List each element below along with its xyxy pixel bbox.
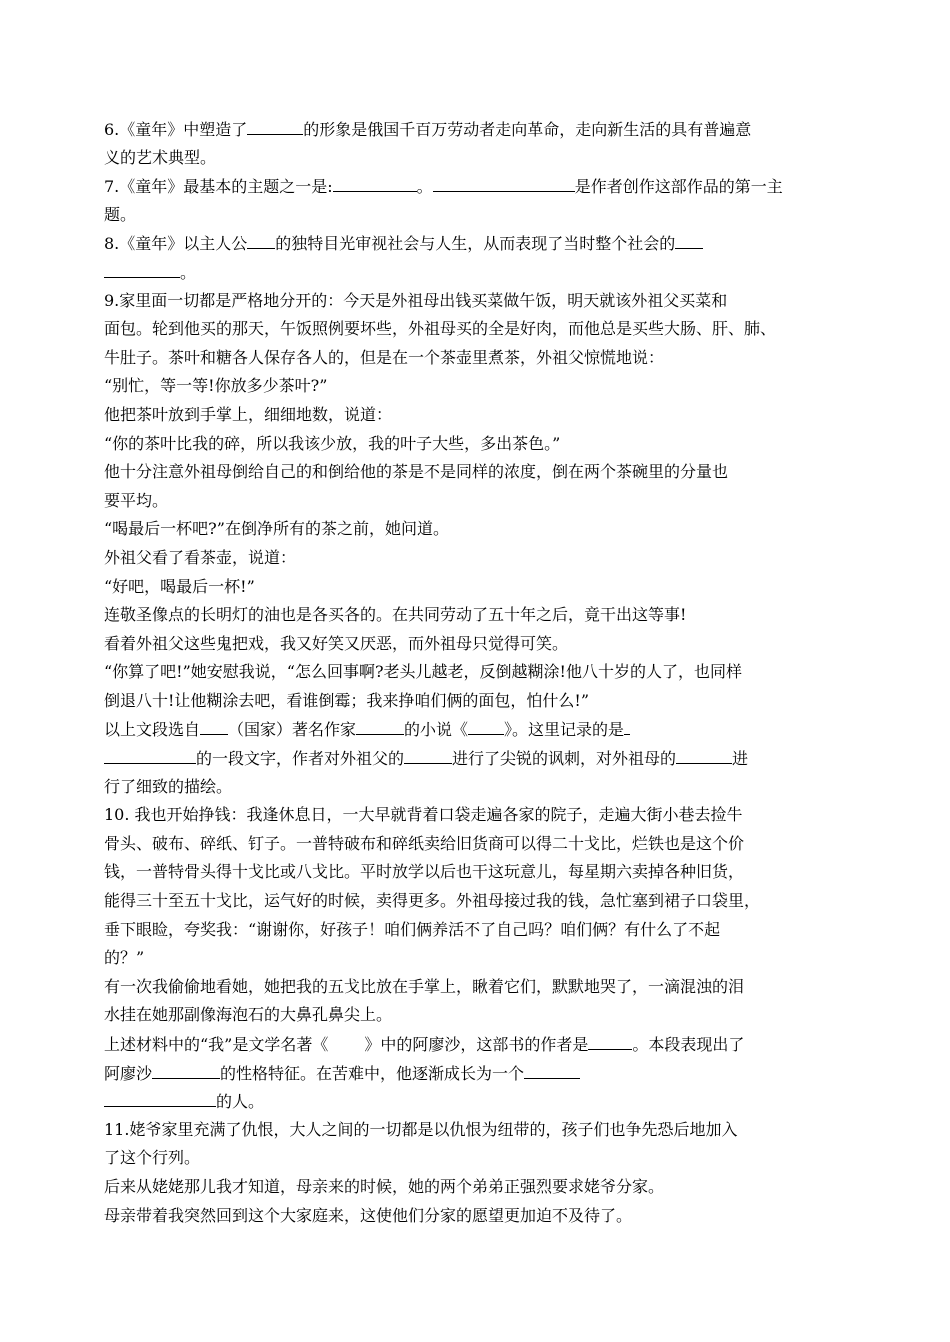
answer-blank[interactable] [356,715,404,735]
question-line [104,1030,852,1059]
answer-blank[interactable] [104,258,180,278]
passage-line: “好吧，喝最后一杯!” [104,576,255,596]
text: 的人。 [216,1092,265,1112]
answer-blank[interactable] [333,172,417,192]
question-line: 行了细致的描绘。 [104,776,233,796]
question-line [104,715,852,744]
text: 。本段表现出了 [632,1035,745,1054]
question-line [104,1087,852,1116]
text: 》。这里记录的是 [504,720,625,740]
passage-line: “你算了吧!”她安慰我说，“怎么回事啊?老头儿越老，反倒越糊涂!他八十岁的人了，也同样 [104,662,742,682]
text-line: 义的艺术典型。 [104,147,217,167]
answer-blank[interactable] [104,744,196,764]
passage-line: 水挂在她那副像海泡石的大鼻孔鼻尖上。 [104,1005,393,1025]
text: 》中的阿廖沙，这部书的作者是 [364,1035,589,1054]
answer-blank[interactable] [200,715,228,735]
text: 的独特目光审视社会与人生，从而表现了当时整个社会的 [275,234,676,254]
text: 以上文段选自 [104,720,201,740]
answer-blank[interactable] [676,744,732,764]
passage-line: 要平均。 [104,490,169,510]
passage-line: “喝最后一杯吧?”在倒净所有的茶之前，她问道。 [104,519,449,539]
passage-line: “你的茶叶比我的碎，所以我该少放，我的叶子大些，多出茶色。” [104,433,561,453]
text: 进行了尖锐的讽刺，对外祖母的 [452,749,677,769]
text: 的形象是俄国千百万劳动者走向革命，走向新生活的具有普遍意 [303,120,752,139]
text: 8.《童年》以主人公 [104,234,248,254]
question-line [104,744,852,773]
passage-line: 11.姥爷家里充满了仇恨，大人之间的一切都是以仇恨为纽带的，孩子们也争先恐后地加入 [104,1119,738,1139]
passage-line: 9.家里面一切都是严格地分开的：今天是外祖母出钱买菜做午饭，明天就该外祖父买菜和 [104,290,728,310]
question-line [104,1059,852,1088]
passage-line: 看着外祖父这些鬼把戏，我又好笑又厌恶，而外祖母只觉得可笑。 [104,633,569,653]
text-line [104,258,852,287]
question-10 [104,801,852,1116]
text: （国家）著名作家 [228,720,357,740]
text-line [104,172,852,201]
text-line: 题。 [104,204,137,224]
passage-line: 有一次我偷偷地看她，她把我的五戈比放在手掌上，瞅着它们，默默地哭了，一滴混浊的泪 [104,976,745,996]
passage-line: 外祖父看了看茶壶，说道： [104,547,297,567]
answer-blank[interactable] [675,229,703,249]
passage-line: 他把茶叶放到手掌上，细细地数，说道： [104,404,393,424]
passage-line: 牛肚子。茶叶和糖各人保存各人的，但是在一个茶壶里煮茶，外祖父惊慌地说： [104,347,665,367]
text: 6.《童年》中塑造了 [104,120,248,139]
passage-line: “别忙，等一等!你放多少茶叶?” [104,376,328,396]
question-11 [104,1116,852,1230]
text: 的一段文字，作者对外祖父的 [196,749,405,769]
question-8 [104,229,852,286]
text-line [104,115,852,144]
text: 。 [180,262,197,282]
passage-line: 10. 我也开始挣钱：我逢休息日，一大早就背着口袋走遍各家的院子，走遍大街小巷去捡牛 [104,805,743,825]
text-line [104,229,852,258]
text: 。 [416,177,433,197]
text: 上述材料中的“我”是文学名著《 [104,1035,329,1054]
passage-line: 他十分注意外祖母倒给自己的和倒给他的茶是不是同样的浓度，倒在两个茶碗里的分量也 [104,462,729,482]
answer-blank[interactable] [624,715,630,735]
passage-line: 骨头、破布、碎纸、钉子。一普特破布和碎纸卖给旧货商可以得二十戈比，烂铁也是这个价 [104,833,745,853]
passage-line: 的？” [104,948,145,968]
text: 是作者创作这部作品的第一主 [574,177,783,197]
passage-line: 后来从姥姥那儿我才知道，母亲来的时候，她的两个弟弟正强烈要求姥爷分家。 [104,1176,665,1196]
passage-line: 钱，一普特骨头得十戈比或八戈比。平时放学以后也干这玩意儿，每星期六卖掉各种旧货， [104,862,745,882]
answer-blank[interactable] [588,1030,632,1050]
question-9 [104,287,852,802]
passage-line: 连敬圣像点的长明灯的油也是各买各的。在共同劳动了五十年之后，竟干出这等事! [104,605,687,625]
text: 的小说《 [404,720,469,740]
answer-blank[interactable] [152,1059,220,1079]
answer-blank[interactable] [524,1059,580,1079]
text: 的性格特征。在苦难中，他逐渐成长为一个 [220,1063,525,1083]
answer-blank[interactable] [468,715,504,735]
text: 阿廖沙 [104,1063,153,1083]
passage-line: 母亲带着我突然回到这个大家庭来，这使他们分家的愿望更加迫不及待了。 [104,1205,633,1225]
passage-line: 面包。轮到他买的那天，午饭照例要坏些，外祖母买的全是好肉，而他总是买些大肠、肝、肺、 [104,319,777,339]
answer-blank[interactable] [247,229,275,249]
text: 7.《童年》最基本的主题之一是: [104,177,333,197]
passage-line: 能得三十至五十戈比，运气好的时候，卖得更多。外祖母接过我的钱，急忙塞到裙子口袋里， [104,891,761,911]
answer-blank[interactable] [247,115,303,135]
text: 进 [732,749,749,769]
passage-line: 倒退八十!让他糊涂去吧，看谁倒霉；我来挣咱们俩的面包，怕什么!” [104,690,590,710]
passage-line: 垂下眼睑，夸奖我：“谢谢你，好孩子！咱们俩养活不了自己吗？咱们俩？有什么了不起 [104,919,721,939]
document-body [104,115,852,1230]
answer-blank[interactable] [404,744,452,764]
answer-blank[interactable] [104,1087,216,1107]
question-6 [104,115,852,172]
passage-line: 了这个行列。 [104,1148,201,1168]
question-7 [104,172,852,229]
answer-blank[interactable] [433,172,575,192]
